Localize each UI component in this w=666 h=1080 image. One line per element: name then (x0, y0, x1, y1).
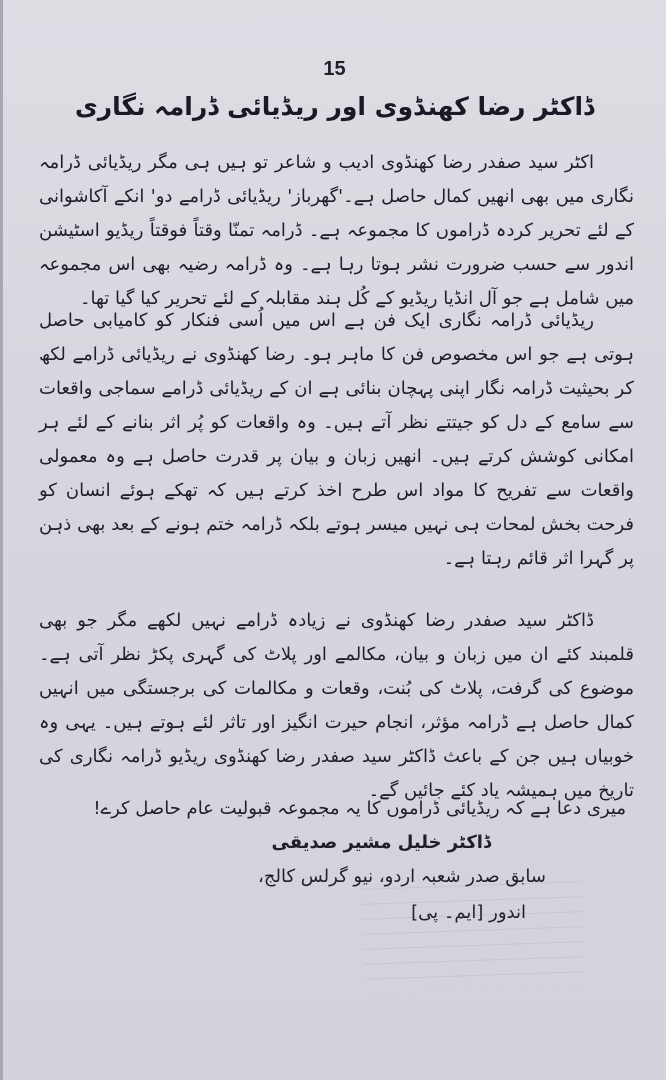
page-title: ڈاکٹر رضا کھنڈوی اور ریڈیائی ڈرامہ نگاری (74, 92, 595, 121)
page-number: 15 (323, 58, 346, 80)
author-name: ڈاکٹر خلیل مشیر صدیقی (271, 832, 491, 853)
closing-wish: میری دعا ہے کہ ریڈیائی ڈراموں کا یہ مجموعہ قبولیت عام حاصل کرے! (93, 798, 626, 819)
paragraph-2: ریڈیائی ڈرامہ نگاری ایک فن ہے اس میں اُسی فنکار کو کامیابی حاصل ہوتی ہے جو اس مخصوص فن کا ماہر ہو۔ رضا کھنڈوی نے ریڈیائی ڈرامے لکھ کر بحیثیت ڈرامہ نگار اپنی پہچان بنائی ہے ان کے ریڈیائی ڈرامے سماجی واقعات سے سامع کے دل کو جیتتے نظر آتے ہیں۔ وہ واقعات کو پُر اثر بنانے کے لئے ہر امکانی کوشش کرتے ہیں۔ انھیں زبان و بیان پر قدرت حاصل ہے وہ معمولی واقعات سے تفریح کا مواد اس طرح اخذ کرتے ہیں کہ تھکے ہوئے انسان کو فرحت بخش لمحات ہی نہیں میسر ہوتے بلکہ ڈرامہ ختم ہونے کے بعد بھی ذہن پر گہرا اثر قائم رہتا ہے۔ (39, 310, 634, 569)
author-place: اندور [ایم۔ پی] (411, 902, 526, 923)
article-body (39, 146, 634, 800)
author-role: سابق صدر شعبہ اردو، نیو گرلس کالج، (258, 866, 546, 887)
paragraph-1: اکٹر سید صفدر رضا کھنڈوی ادیب و شاعر تو ہیں ہی مگر ریڈیائی ڈرامہ نگاری میں بھی انھیں کمال حاصل ہے۔'گھرباز' ریڈیائی ڈرامے دو' انکے آکاشوانی کے لئے تحریر کردہ ڈراموں کا مجموعہ ہے۔ ڈرامہ تمنّا وقتاً فوقتاً ریڈیو اسٹیشن اندور سے حسب ضرورت نشر ہوتا رہا ہے۔ وہ ڈرامہ رضیہ بھی اس مجموعہ میں شامل ہے جو آل انڈیا ریڈیو کے کُل ہند مقابلہ کے لئے تحریر کیا گیا تھا۔ (39, 152, 634, 309)
paragraph-3: ڈاکٹر سید صفدر رضا کھنڈوی نے زیادہ ڈرامے نہیں لکھے مگر جو بھی قلمبند کئے ان میں زبان و بیان، مکالمے اور پلاٹ کی گہری پکڑ نظر آتی ہے۔ موضوع کی گرفت، پلاٹ کی بُنت، وقعات و مکالمات کی برجستگی میں انہیں کمال حاصل ہے ڈرامہ مؤثر، انجام حیرت انگیز اور تاثر لئے ہوتے ہیں۔ یہی وہ خوبیاں ہیں جن کے باعث ڈاکٹر سید صفدر رضا کھنڈوی ریڈیو ڈرامہ نگاری کی تاریخ میں ہمیشہ یاد کئے جائیں گے۔ (39, 610, 634, 801)
bleed-through-texture (361, 876, 585, 994)
